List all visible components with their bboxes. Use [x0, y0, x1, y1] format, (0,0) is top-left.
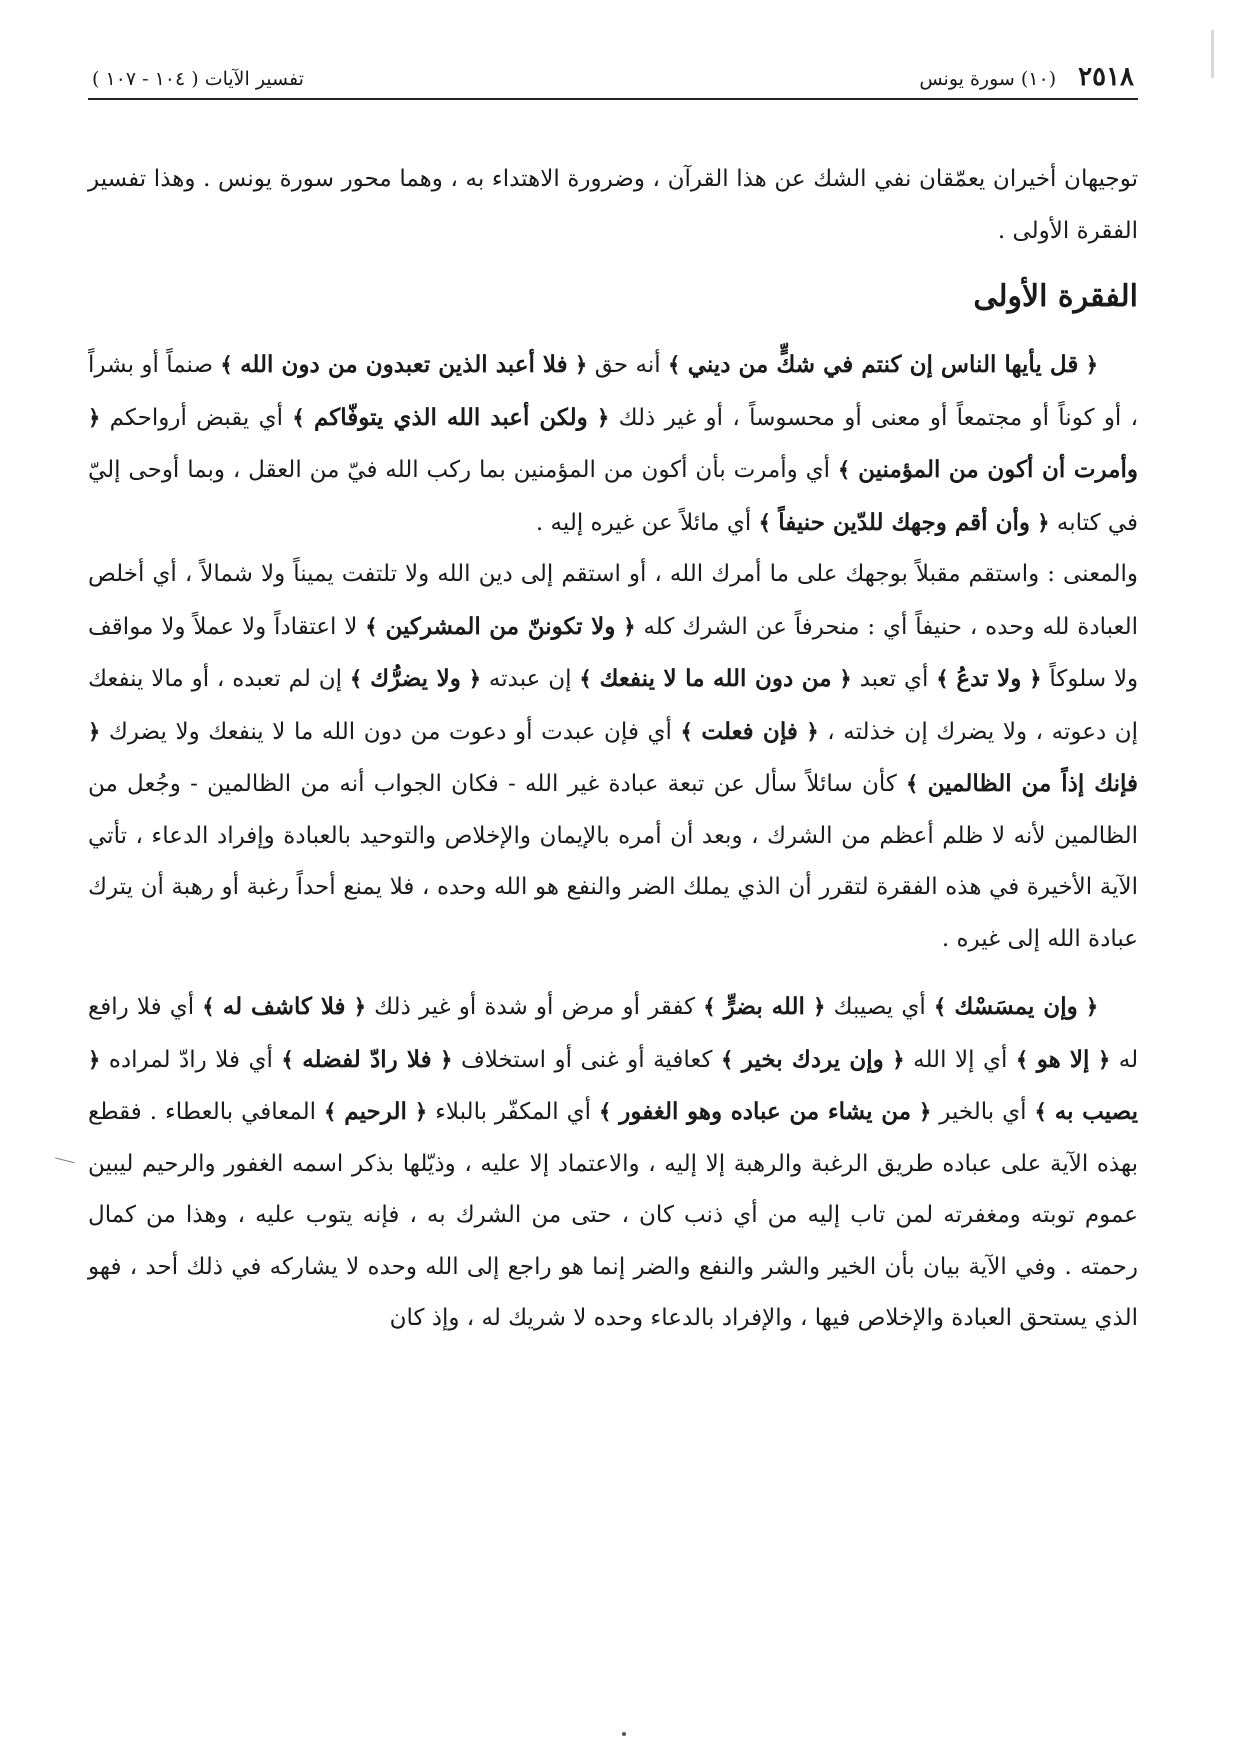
commentary-text: المعافي بالعطاء . فقطع بهذه الآية على عباده طريق الرغبة والرهبة إلا إليه ، والاعتماد إلا عليه ، وذيّلها بذكر اسمه الغفور والرحيم ليبين عموم توبته ومغفرته لمن تاب إليه من أي ذنب كان ، حتى من الشرك به ، فإنه يتوب عليه ، وهذا من كمال رحمته . وفي الآية بيان بأن الخير والشر والنفع والضر إنما هو راجع إلى الله وحده لا يشاركه في ذلك أحد ، فهو الذي يستحق العبادة والإخلاص فيها ، والإفراد بالدعاء وحده لا شريك له ، وإذ كان	[88, 1099, 1138, 1331]
paragraph-3	[88, 981, 1138, 1345]
open-bracket: ﴿	[1097, 1047, 1111, 1072]
paragraph-1	[88, 339, 1138, 549]
commentary-text: إن لم تعبده ، أو مالا ينفعك إن دعوته ، ولا يضرك إن خذلته ،	[88, 666, 1139, 745]
paragraph-2	[88, 549, 1138, 965]
commentary-text: أي يصيبك	[833, 994, 926, 1020]
quran-verse: الرحيم	[344, 1098, 407, 1125]
close-bracket: ﴾	[292, 405, 305, 430]
commentary-text: كعافية أو غنى أو استخلاف	[460, 1046, 713, 1073]
open-bracket: ﴿	[88, 405, 101, 430]
quran-verse: وأن أقم وجهك للدّين حنيفاً	[778, 508, 1030, 536]
quran-verse: فلا كاشف له	[222, 993, 346, 1020]
quran-verse: من دون الله ما لا ينفعك	[599, 665, 832, 692]
open-bracket: ﴿	[575, 353, 588, 377]
close-bracket: ﴾	[1015, 1047, 1029, 1072]
page-number: ٢٥١٨	[1078, 62, 1134, 92]
section-title: الفقرة الأولى	[973, 279, 1138, 314]
open-bracket: ﴿	[623, 614, 636, 639]
open-bracket: ﴿	[806, 719, 819, 744]
quran-verse: ولا يضرُّك	[370, 665, 461, 692]
close-bracket: ﴾	[668, 353, 681, 377]
quran-verse: وأمرت أن أكون من المؤمنين	[858, 456, 1139, 483]
close-bracket: ﴾	[598, 1100, 612, 1124]
commentary-text: إن عبدته	[488, 666, 572, 692]
open-bracket: ﴿	[1085, 995, 1099, 1019]
close-bracket: ﴾	[933, 995, 947, 1019]
commentary-text: أي فلا رافع له	[88, 994, 1139, 1073]
commentary-text: لا اعتقاداً ولا عملاً ولا مواقف ولا سلوكاً	[88, 613, 1139, 692]
page-body	[88, 154, 1138, 1345]
commentary-text: أي وأمرت بأن أكون من المؤمنين بما ركب الله فيّ من العقل ، وبما أوحى إليّ في كتابه	[88, 457, 1138, 536]
book-page	[88, 62, 1138, 1345]
close-bracket: ﴾	[349, 667, 363, 691]
quran-verse: ولا تدعُ	[956, 665, 1022, 692]
open-bracket: ﴿	[440, 1047, 453, 1072]
scan-edge-mark	[1211, 30, 1214, 78]
quran-verse: فإن فعلت	[701, 717, 798, 745]
running-header	[88, 62, 1138, 100]
close-bracket: ﴾	[703, 995, 716, 1019]
commentary-text: والمعنى : واستقم مقبلاً بوجهك على ما أمرك الله ، أو استقم إلى دين الله ولا تلتفت يميناً ولا شمالاً ، أي أخلص العبادة لله وحده ، حنيفاً أي : منحرفاً عن الشرك كله	[88, 561, 1139, 640]
open-bracket: ﴿	[813, 995, 826, 1019]
verses-range-label: تفسير الآيات ( ١٠٤ - ١٠٧ )	[92, 68, 304, 90]
quran-verse: ولا تكوننّ من المشركين	[385, 612, 616, 640]
chapter-label: (١٠) سورة يونس	[919, 68, 1057, 90]
margin-pen-mark	[55, 1148, 77, 1164]
commentary-text: صنماً أو بشراً ، أو كوناً أو مجتمعاً أو معنى أو محسوساً ، أو غير ذلك	[88, 352, 1139, 431]
quran-verse: فإنك إذاً من الظالمين	[927, 770, 1139, 797]
close-bracket: ﴾	[1034, 1100, 1047, 1124]
close-bracket: ﴾	[220, 353, 233, 377]
open-bracket: ﴿	[414, 1100, 428, 1124]
commentary-text: أي فلا رادّ لمراده	[108, 1046, 273, 1073]
commentary-text: أي إلا الله	[913, 1046, 1008, 1073]
commentary-text: أي بالخير	[939, 1099, 1027, 1125]
close-bracket: ﴾	[281, 1047, 294, 1072]
close-bracket: ﴾	[720, 1047, 734, 1072]
open-bracket: ﴿	[597, 405, 610, 430]
quran-verse: فلا أعبد الذين تعبدون من دون الله	[240, 351, 568, 378]
quran-verse: وإن يمسَسْك	[954, 993, 1078, 1020]
close-bracket: ﴾	[680, 719, 693, 744]
close-bracket: ﴾	[906, 772, 919, 796]
close-bracket: ﴾	[579, 667, 592, 691]
open-bracket: ﴿	[1085, 353, 1098, 377]
close-bracket: ﴾	[324, 1100, 337, 1124]
commentary-text: كفقر أو مرض أو شدة أو غير ذلك	[374, 994, 696, 1020]
quran-verse: الله بضرٍّ	[723, 993, 805, 1020]
close-bracket: ﴾	[758, 510, 771, 535]
close-bracket: ﴾	[365, 614, 378, 639]
commentary-text: أي فإن عبدت أو دعوت من دون الله ما لا ينفعك ولا يضرك	[108, 718, 672, 745]
close-bracket: ﴾	[837, 458, 851, 482]
intro-paragraph: توجيهان أخيران يعمّقان نفي الشك عن هذا القرآن ، وضرورة الاهتداء به ، وهما محور سورة يونس . وهذا تفسير الفقرة الأولى .	[88, 166, 1138, 244]
commentary-text: أي يقبض أرواحكم	[109, 404, 284, 431]
open-bracket: ﴿	[1029, 667, 1042, 691]
footer-dot	[622, 1732, 626, 1736]
open-bracket: ﴿	[88, 1047, 101, 1072]
commentary-text: أي تعبد	[859, 666, 929, 692]
open-bracket: ﴿	[353, 995, 367, 1019]
quran-verse: وإن يردك بخير	[741, 1045, 884, 1073]
commentary-text: أنه حق	[594, 352, 661, 378]
open-bracket: ﴿	[892, 1047, 905, 1072]
open-bracket: ﴿	[88, 719, 101, 744]
close-bracket: ﴾	[202, 995, 215, 1019]
quran-verse: فلا رادّ لفضله	[302, 1045, 432, 1073]
quran-verse: يصيب به	[1054, 1098, 1139, 1125]
quran-verse: قل يأيها الناس إن كنتم في شكٍّ من ديني	[687, 351, 1079, 378]
open-bracket: ﴿	[919, 1100, 932, 1124]
header-right	[919, 62, 1134, 92]
commentary-text: أي مائلاً عن غيره إليه .	[535, 509, 752, 536]
quran-verse: ولكن أعبد الله الذي يتوفّاكم	[313, 403, 588, 431]
commentary-text: كأن سائلاً سأل عن تبعة عبادة غير الله - فكان الجواب أنه من الظالمين - وجُعل من الظالمين لأنه لا ظلم أعظم من الشرك ، وبعد أن أمره بالإيمان والإخلاص والتوحيد بالعبادة وإفراد الدعاء ، تأتي الآية الأخيرة في هذه الفقرة لتقرر أن الذي يملك الضر والنفع هو الله وحده ، فلا يمنع أحداً رغبة أو رهبة أن يترك عبادة الله إلى غيره .	[88, 771, 1138, 952]
open-bracket: ﴿	[468, 667, 482, 691]
quran-verse: من يشاء من عباده وهو الغفور	[619, 1098, 912, 1125]
open-bracket: ﴿	[1037, 510, 1050, 535]
open-bracket: ﴿	[839, 667, 852, 691]
close-bracket: ﴾	[936, 667, 949, 691]
commentary-text: أي المكفّر بالبلاء	[435, 1099, 591, 1125]
quran-verse: إلا هو	[1036, 1045, 1090, 1073]
